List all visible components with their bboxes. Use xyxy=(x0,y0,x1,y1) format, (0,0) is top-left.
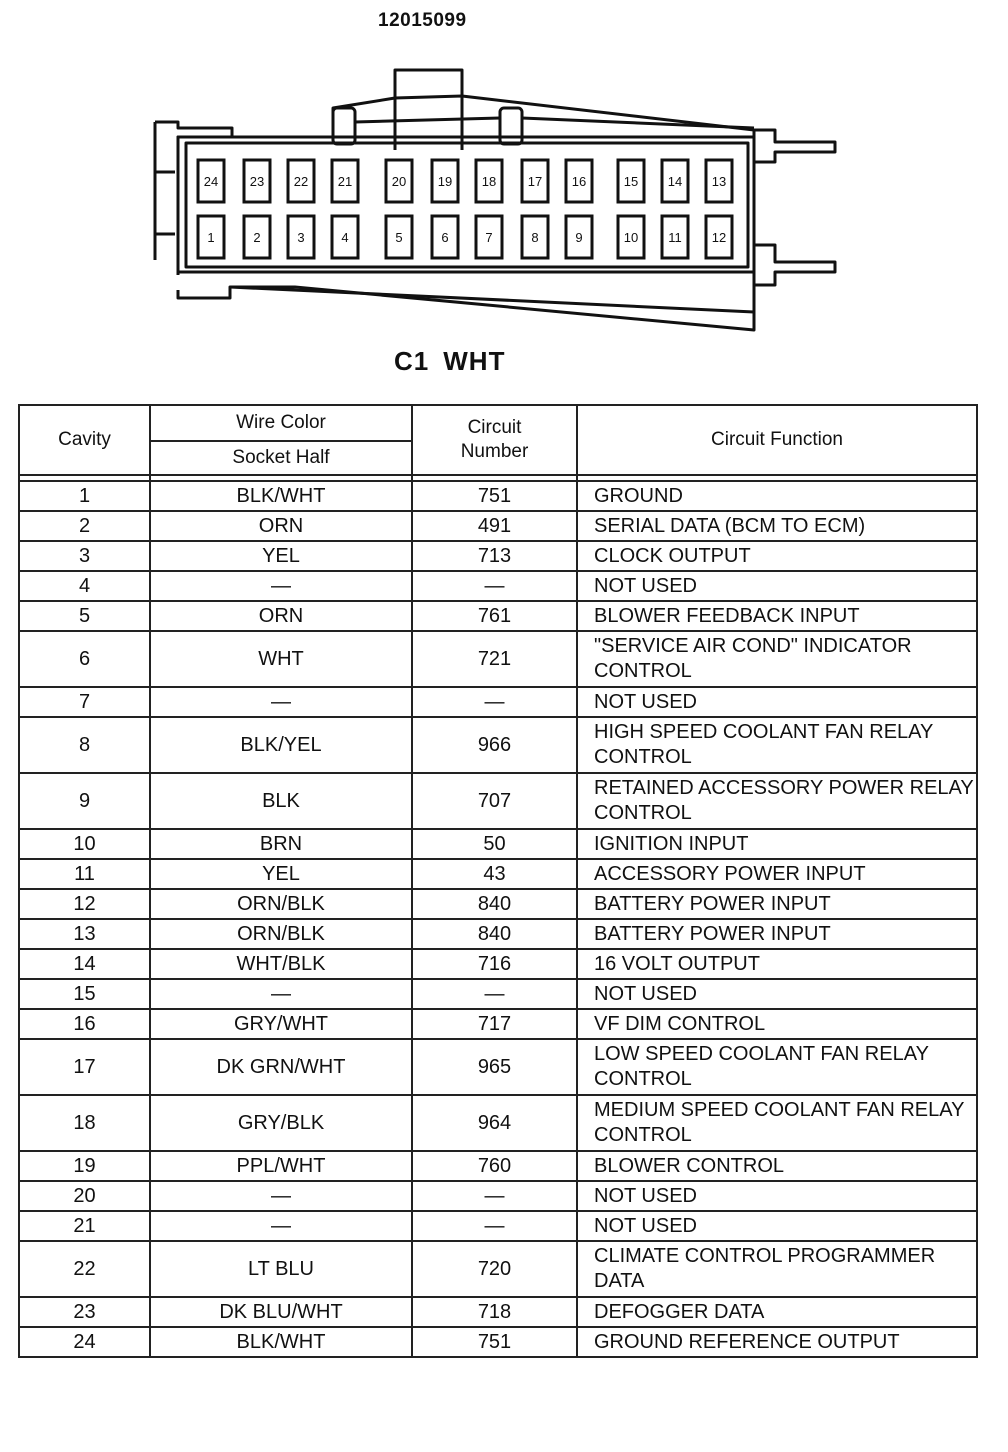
cell-wire-color: YEL xyxy=(150,541,412,571)
cell-circuit-number: 713 xyxy=(412,541,577,571)
cavity-label-15: 15 xyxy=(623,174,639,189)
cell-circuit-function: VF DIM CONTROL xyxy=(577,1009,977,1039)
cell-circuit-function: NOT USED xyxy=(577,687,977,717)
cavity-label-24: 24 xyxy=(203,174,219,189)
cavity-row-top xyxy=(198,160,732,202)
cell-circuit-number: 717 xyxy=(412,1009,577,1039)
pinout-table-header xyxy=(19,405,977,475)
cell-circuit-number: 966 xyxy=(412,717,577,773)
cavity-label-9: 9 xyxy=(575,230,583,245)
table-row xyxy=(19,949,977,979)
cell-wire-color: DK GRN/WHT xyxy=(150,1039,412,1095)
cell-circuit-function: BLOWER FEEDBACK INPUT xyxy=(577,601,977,631)
cell-circuit-function: MEDIUM SPEED COOLANT FAN RELAY CONTROL xyxy=(577,1095,977,1151)
cell-cavity: 20 xyxy=(19,1181,150,1211)
part-number: 12015099 xyxy=(378,10,467,31)
cell-wire-color: LT BLU xyxy=(150,1241,412,1297)
cell-cavity: 6 xyxy=(19,631,150,687)
header-socket-half: Socket Half xyxy=(150,441,412,475)
cell-circuit-function: NOT USED xyxy=(577,1181,977,1211)
cell-circuit-number: 491 xyxy=(412,511,577,541)
cell-wire-color: ORN xyxy=(150,601,412,631)
connector-color: WHT xyxy=(443,346,506,376)
cell-circuit-function: NOT USED xyxy=(577,1211,977,1241)
cell-circuit-number: 965 xyxy=(412,1039,577,1095)
cell-circuit-number: 840 xyxy=(412,919,577,949)
cell-circuit-number: 751 xyxy=(412,481,577,511)
cell-circuit-number: 721 xyxy=(412,631,577,687)
cavity-label-8: 8 xyxy=(531,230,539,245)
cell-circuit-number: 43 xyxy=(412,859,577,889)
cell-cavity: 16 xyxy=(19,1009,150,1039)
cell-circuit-number: 50 xyxy=(412,829,577,859)
cavity-label-14: 14 xyxy=(667,174,683,189)
table-row xyxy=(19,919,977,949)
cell-wire-color: ORN xyxy=(150,511,412,541)
pinout-table xyxy=(18,404,978,1358)
cell-circuit-number: 964 xyxy=(412,1095,577,1151)
connector-caption xyxy=(394,346,505,377)
table-row xyxy=(19,1211,977,1241)
cell-cavity: 12 xyxy=(19,889,150,919)
table-row xyxy=(19,687,977,717)
cell-cavity: 7 xyxy=(19,687,150,717)
cell-wire-color: YEL xyxy=(150,859,412,889)
cell-wire-color: — xyxy=(150,687,412,717)
cell-circuit-number: 718 xyxy=(412,1297,577,1327)
cavity-row-bottom xyxy=(198,216,732,258)
cavity-label-17: 17 xyxy=(527,174,543,189)
cell-circuit-function: DEFOGGER DATA xyxy=(577,1297,977,1327)
cell-cavity: 19 xyxy=(19,1151,150,1181)
cell-cavity: 23 xyxy=(19,1297,150,1327)
cavity-label-19: 19 xyxy=(437,174,453,189)
cell-cavity: 9 xyxy=(19,773,150,829)
cell-wire-color: BRN xyxy=(150,829,412,859)
cell-circuit-function: GROUND xyxy=(577,481,977,511)
cell-cavity: 13 xyxy=(19,919,150,949)
cell-circuit-number: — xyxy=(412,571,577,601)
table-row xyxy=(19,829,977,859)
cell-wire-color: GRY/WHT xyxy=(150,1009,412,1039)
cell-circuit-function: NOT USED xyxy=(577,979,977,1009)
table-row xyxy=(19,481,977,511)
cell-cavity: 1 xyxy=(19,481,150,511)
connector-face xyxy=(178,137,754,272)
cell-circuit-function: IGNITION INPUT xyxy=(577,829,977,859)
table-row xyxy=(19,717,977,773)
table-row xyxy=(19,889,977,919)
table-row xyxy=(19,1151,977,1181)
cell-cavity: 10 xyxy=(19,829,150,859)
cell-cavity: 15 xyxy=(19,979,150,1009)
cell-wire-color: BLK/YEL xyxy=(150,717,412,773)
cavity-label-20: 20 xyxy=(391,174,407,189)
cell-circuit-function: LOW SPEED COOLANT FAN RELAY CONTROL xyxy=(577,1039,977,1095)
cell-wire-color: GRY/BLK xyxy=(150,1095,412,1151)
cell-wire-color: WHT xyxy=(150,631,412,687)
cell-circuit-number: 716 xyxy=(412,949,577,979)
cell-circuit-number: 840 xyxy=(412,889,577,919)
cavity-label-21: 21 xyxy=(337,174,353,189)
table-row xyxy=(19,601,977,631)
cell-circuit-function: 16 VOLT OUTPUT xyxy=(577,949,977,979)
cell-circuit-function: CLOCK OUTPUT xyxy=(577,541,977,571)
cavity-label-2: 2 xyxy=(253,230,261,245)
cell-cavity: 14 xyxy=(19,949,150,979)
cell-circuit-function: GROUND REFERENCE OUTPUT xyxy=(577,1327,977,1357)
cell-wire-color: — xyxy=(150,979,412,1009)
cell-wire-color: WHT/BLK xyxy=(150,949,412,979)
cell-circuit-function: BLOWER CONTROL xyxy=(577,1151,977,1181)
table-row xyxy=(19,631,977,687)
cell-wire-color: — xyxy=(150,571,412,601)
cell-wire-color: ORN/BLK xyxy=(150,919,412,949)
cell-circuit-function: NOT USED xyxy=(577,571,977,601)
header-circuit-function: Circuit Function xyxy=(577,405,977,475)
cell-cavity: 4 xyxy=(19,571,150,601)
cell-cavity: 17 xyxy=(19,1039,150,1095)
cell-wire-color: BLK/WHT xyxy=(150,1327,412,1357)
cell-wire-color: BLK xyxy=(150,773,412,829)
table-row xyxy=(19,1327,977,1357)
header-cavity: Cavity xyxy=(19,405,150,475)
cell-circuit-function: CLIMATE CONTROL PROGRAMMER DATA xyxy=(577,1241,977,1297)
cavity-label-6: 6 xyxy=(441,230,449,245)
cavity-label-11: 11 xyxy=(668,230,682,245)
cell-circuit-function: BATTERY POWER INPUT xyxy=(577,889,977,919)
table-row xyxy=(19,1241,977,1297)
cell-circuit-number: 760 xyxy=(412,1151,577,1181)
cell-circuit-number: 761 xyxy=(412,601,577,631)
cell-cavity: 5 xyxy=(19,601,150,631)
cell-cavity: 22 xyxy=(19,1241,150,1297)
header-circuit-number: Circuit Number xyxy=(412,405,577,475)
table-row xyxy=(19,1009,977,1039)
table-row xyxy=(19,571,977,601)
cell-circuit-function: "SERVICE AIR COND" INDICATOR CONTROL xyxy=(577,631,977,687)
cavity-label-23: 23 xyxy=(249,174,265,189)
table-row xyxy=(19,979,977,1009)
cell-cavity: 2 xyxy=(19,511,150,541)
cell-wire-color: DK BLU/WHT xyxy=(150,1297,412,1327)
cell-circuit-function: HIGH SPEED COOLANT FAN RELAY CONTROL xyxy=(577,717,977,773)
cavity-label-13: 13 xyxy=(711,174,727,189)
table-row xyxy=(19,511,977,541)
cell-circuit-function: ACCESSORY POWER INPUT xyxy=(577,859,977,889)
cell-cavity: 8 xyxy=(19,717,150,773)
cell-cavity: 21 xyxy=(19,1211,150,1241)
cavity-label-4: 4 xyxy=(341,230,349,245)
cavity-label-12: 12 xyxy=(711,230,727,245)
cell-wire-color: PPL/WHT xyxy=(150,1151,412,1181)
table-row xyxy=(19,773,977,829)
cell-wire-color: BLK/WHT xyxy=(150,481,412,511)
table-row xyxy=(19,1039,977,1095)
cell-circuit-function: RETAINED ACCESSORY POWER RELAY CONTROL xyxy=(577,773,977,829)
cell-wire-color: — xyxy=(150,1181,412,1211)
cell-cavity: 11 xyxy=(19,859,150,889)
cell-circuit-number: 707 xyxy=(412,773,577,829)
cavity-label-18: 18 xyxy=(481,174,497,189)
table-row xyxy=(19,859,977,889)
table-row xyxy=(19,1181,977,1211)
connector-diagram xyxy=(0,0,1008,345)
cell-wire-color: — xyxy=(150,1211,412,1241)
cell-circuit-number: — xyxy=(412,687,577,717)
cell-circuit-number: — xyxy=(412,1211,577,1241)
cavity-label-16: 16 xyxy=(571,174,587,189)
cavity-label-7: 7 xyxy=(485,230,493,245)
cell-circuit-function: SERIAL DATA (BCM TO ECM) xyxy=(577,511,977,541)
cavity-label-22: 22 xyxy=(293,174,309,189)
cell-cavity: 18 xyxy=(19,1095,150,1151)
cell-cavity: 24 xyxy=(19,1327,150,1357)
cell-circuit-number: — xyxy=(412,1181,577,1211)
cell-cavity: 3 xyxy=(19,541,150,571)
table-row xyxy=(19,541,977,571)
cavity-label-1: 1 xyxy=(207,230,215,245)
table-row xyxy=(19,1095,977,1151)
cell-circuit-number: 720 xyxy=(412,1241,577,1297)
cell-wire-color: ORN/BLK xyxy=(150,889,412,919)
connector-housing xyxy=(178,96,754,330)
cell-circuit-number: — xyxy=(412,979,577,1009)
cavity-label-3: 3 xyxy=(297,230,305,245)
pinout-table-body xyxy=(19,475,977,1357)
cavity-label-10: 10 xyxy=(623,230,639,245)
cell-circuit-function: BATTERY POWER INPUT xyxy=(577,919,977,949)
table-row xyxy=(19,1297,977,1327)
header-wire-color: Wire Color xyxy=(150,405,412,441)
connector-id: C1 xyxy=(394,346,430,376)
cell-circuit-number: 751 xyxy=(412,1327,577,1357)
cavity-label-5: 5 xyxy=(395,230,403,245)
